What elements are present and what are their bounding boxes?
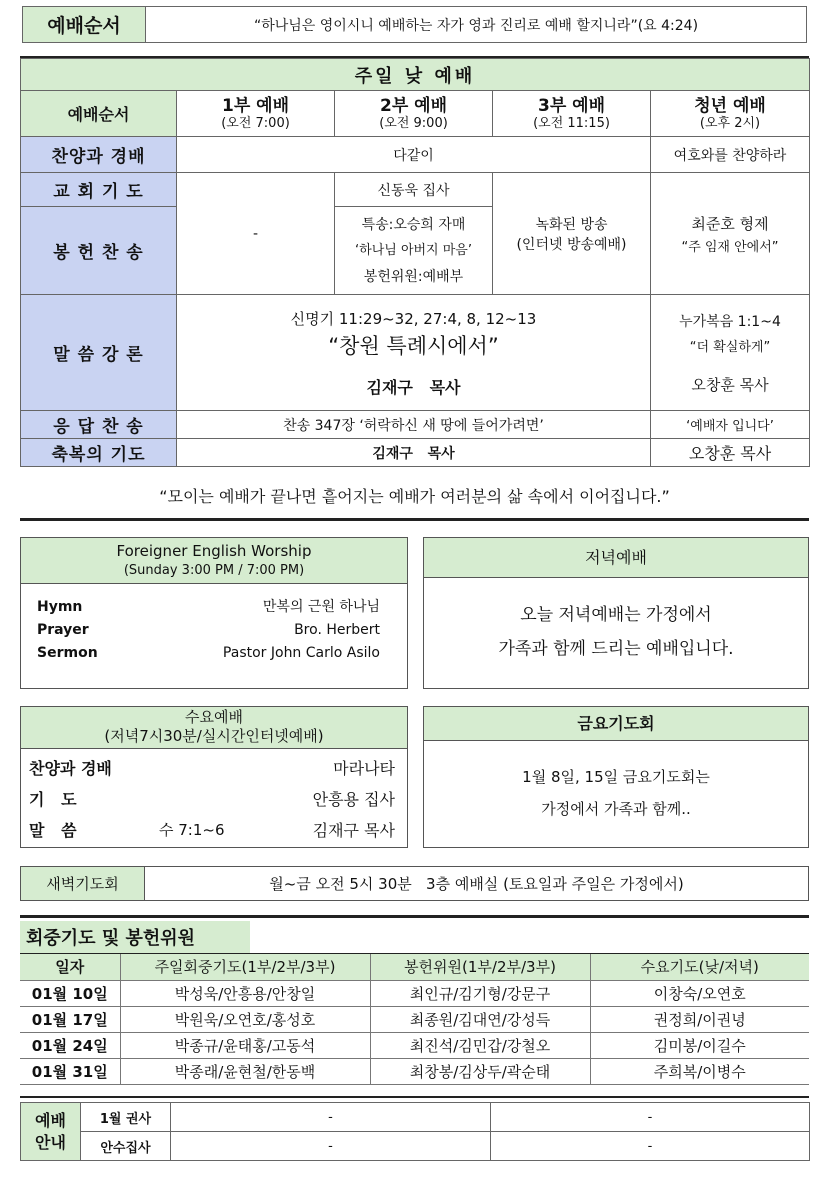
- wednesday-item-prayer: 기 도 안흥용 집사: [29, 790, 395, 809]
- header-verse: “하나님은 영이시니 예배하는 자가 영과 진리로 예배 할지니라”(요 4:24): [146, 6, 807, 43]
- praise-youth: 여호와를 찬양하라: [651, 137, 810, 173]
- row-date: 01월 31일: [20, 1058, 120, 1084]
- foreign-worship-box: [20, 537, 408, 689]
- wednesday-items: [21, 749, 407, 846]
- row-date: 01월 24일: [20, 1032, 120, 1058]
- row-label-praise: 찬양과 경배: [21, 137, 177, 173]
- foreign-item-hymn: Hymn 만복의 근원 하나님: [37, 599, 380, 615]
- table-row: [20, 980, 809, 1006]
- foreign-worship-title: Foreigner English Worship: [116, 542, 312, 560]
- row-wednesday-prayer: 이창숙/오연호: [590, 980, 809, 1006]
- closing-quote: “모이는 예배가 끝나면 흩어지는 예배가 여러분의 삶 속에서 이어집니다.”: [159, 487, 670, 506]
- section-divider: [20, 1096, 809, 1098]
- column-header-2nd: 2부 예배 (오전 9:00): [335, 91, 493, 137]
- row-label-prayer: 교 회 기 도: [21, 173, 177, 207]
- response-main: 찬송 347장 ‘허락하신 새 땅에 들어가려면’: [177, 411, 651, 439]
- evening-worship-title: 저녁예배: [424, 538, 808, 578]
- prayer-second: 신동욱 집사: [335, 173, 493, 207]
- prayer-table-header: [20, 954, 809, 980]
- row-label-benediction: 축복의 기도: [21, 439, 177, 467]
- column-header-youth: 청년 예배 (오후 2시): [651, 91, 810, 137]
- service-title: 주일 낮 예배: [21, 59, 810, 91]
- prayer-members-title: 회중기도 및 봉헌위원: [20, 921, 250, 953]
- sunday-service-table: [20, 58, 810, 467]
- section-divider: [20, 518, 809, 521]
- row-offering: 최종원/김대연/강성득: [370, 1006, 590, 1032]
- evening-worship-text: 오늘 저녁예배는 가정에서 가족과 함께 드리는 예배입니다.: [498, 605, 734, 659]
- notice-row-value: -: [491, 1103, 810, 1132]
- wednesday-worship-header: [21, 707, 407, 749]
- dawn-prayer-label: 새벽기도회: [21, 867, 145, 900]
- row-label-sermon: 말 씀 강 론: [21, 295, 177, 411]
- notice-label: 예배 안내: [21, 1103, 81, 1161]
- order-column-header: 예배순서: [21, 91, 177, 137]
- column-header-3rd: 3부 예배 (오전 11:15): [493, 91, 651, 137]
- wednesday-worship-subtitle: (저녁7시30분/실시간인터넷예배): [104, 727, 324, 745]
- table-row: [20, 1006, 809, 1032]
- foreign-worship-time: (Sunday 3:00 PM / 7:00 PM): [123, 563, 305, 578]
- wednesday-item-praise: 찬양과 경배 마라나타: [29, 759, 395, 778]
- column-header-1st: 1부 예배 (오전 7:00): [177, 91, 335, 137]
- row-sunday-prayer: 박성욱/안흥용/안창일: [120, 980, 370, 1006]
- order-of-worship-label: 예배순서: [22, 6, 146, 43]
- friday-prayer-title: 금요기도회: [424, 707, 808, 741]
- benediction-main: 김재구 목사: [177, 439, 651, 467]
- foreign-item-prayer: Prayer Bro. Herbert: [37, 622, 380, 638]
- friday-prayer-box: [423, 706, 809, 848]
- friday-prayer-text: 1월 8일, 15일 금요기도회는 가정에서 가족과 함께..: [522, 768, 710, 818]
- sermon-main: 신명기 11:29~32, 27:4, 8, 12~13 “창원 특례시에서” 김재구 목사: [177, 295, 651, 411]
- worship-notice-table: [20, 1102, 810, 1161]
- benediction-youth: 오창훈 목사: [651, 439, 810, 467]
- sermon-youth: 누가복음 1:1~4 “더 확실하게” 오창훈 목사: [651, 295, 810, 411]
- evening-worship-box: [423, 537, 809, 689]
- offering-third: 녹화된 방송 (인터넷 방송예배): [493, 173, 651, 295]
- row-offering: 최진석/김민갑/강철오: [370, 1032, 590, 1058]
- row-offering: 최창봉/김상두/곽순태: [370, 1058, 590, 1084]
- dawn-prayer-row: [20, 866, 809, 901]
- foreign-worship-header: [21, 538, 407, 584]
- notice-row-value: -: [491, 1132, 810, 1161]
- row-label-offering: 봉 헌 찬 송: [21, 207, 177, 295]
- notice-row-label: 1월 권사: [81, 1103, 171, 1132]
- row-sunday-prayer: 박종규/윤태홍/고동석: [120, 1032, 370, 1058]
- foreign-item-sermon: Sermon Pastor John Carlo Asilo: [37, 645, 380, 661]
- header-wednesday-prayer: 수요기도(낮/저녁): [590, 954, 809, 980]
- praise-main: 다같이: [177, 137, 651, 173]
- table-row: [20, 1058, 809, 1084]
- dawn-prayer-text: 월~금 오전 5시 30분 3층 예배실 (토요일과 주일은 가정에서): [269, 875, 684, 893]
- header-offering: 봉헌위원(1부/2부/3부): [370, 954, 590, 980]
- header-date: 일자: [20, 954, 120, 980]
- notice-row-label: 안수집사: [81, 1132, 171, 1161]
- row-date: 01월 10일: [20, 980, 120, 1006]
- row-label-response: 응 답 찬 송: [21, 411, 177, 439]
- table-row: [20, 1032, 809, 1058]
- row-wednesday-prayer: 권정희/이권녕: [590, 1006, 809, 1032]
- row-offering: 최인규/김기형/강문구: [370, 980, 590, 1006]
- row-wednesday-prayer: 김미봉/이길수: [590, 1032, 809, 1058]
- header-sunday-prayer: 주일회중기도(1부/2부/3부): [120, 954, 370, 980]
- offering-youth: 최준호 형제 “주 임재 안에서”: [651, 173, 810, 295]
- wednesday-worship-box: [20, 706, 408, 848]
- row-sunday-prayer: 박원욱/오연호/홍성호: [120, 1006, 370, 1032]
- offering-first: -: [177, 173, 335, 295]
- section-divider: [20, 915, 809, 918]
- row-date: 01월 17일: [20, 1006, 120, 1032]
- notice-row-value: -: [171, 1132, 491, 1161]
- notice-row-value: -: [171, 1103, 491, 1132]
- row-wednesday-prayer: 주희복/이병수: [590, 1058, 809, 1084]
- foreign-worship-items: [21, 584, 407, 665]
- row-sunday-prayer: 박종래/윤현철/한동백: [120, 1058, 370, 1084]
- offering-second: 특송:오승희 자매 ‘하나님 아버지 마음’ 봉헌위원:예배부: [335, 207, 493, 295]
- prayer-members-table: [20, 954, 809, 1085]
- wednesday-item-sermon: 말 씀 수 7:1~6 김재구 목사: [29, 821, 395, 840]
- response-youth: ‘예배자 입니다’: [651, 411, 810, 439]
- wednesday-worship-title: 수요예배: [185, 708, 243, 726]
